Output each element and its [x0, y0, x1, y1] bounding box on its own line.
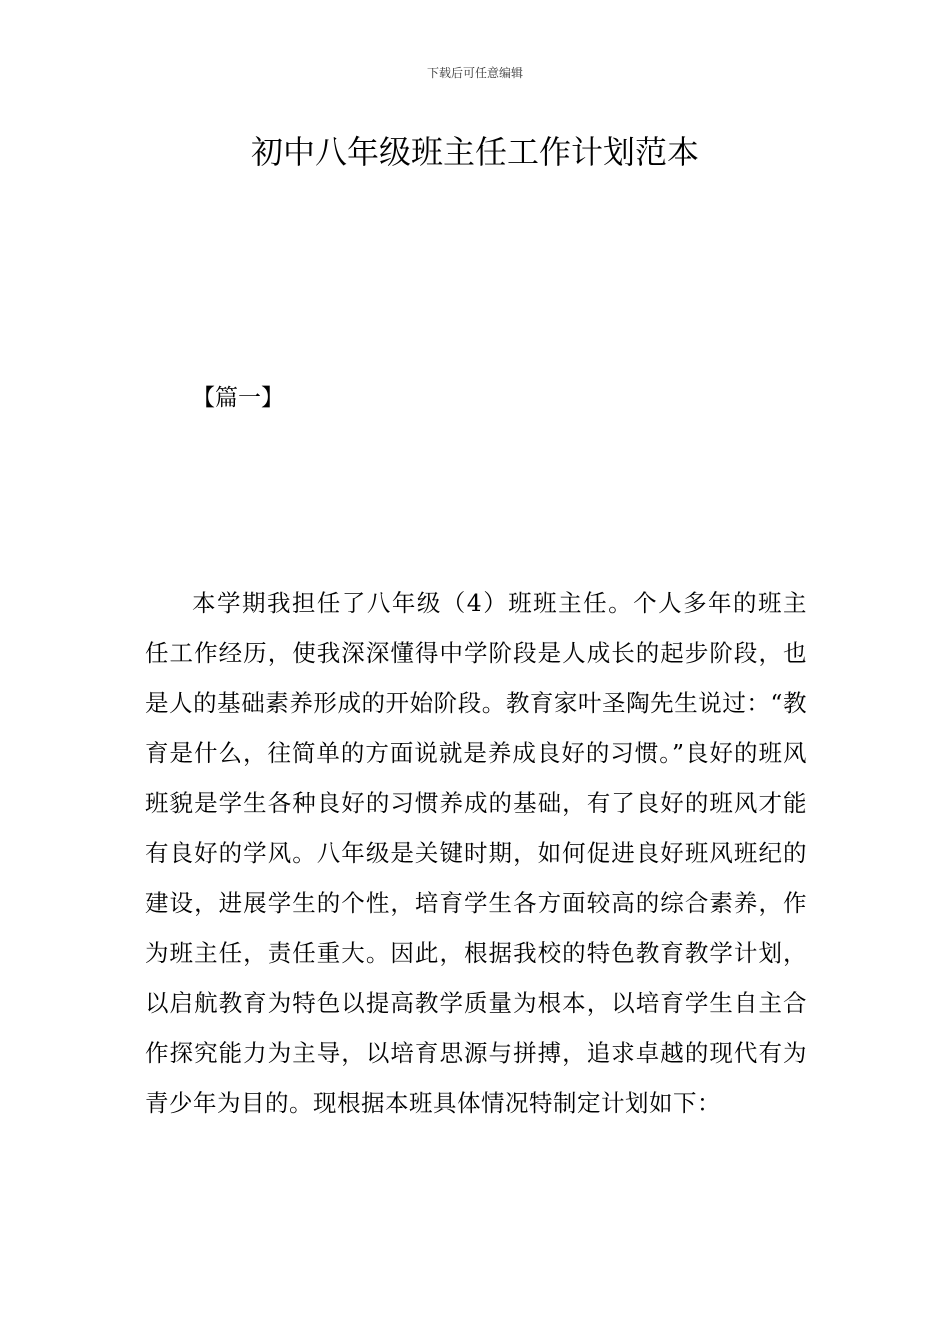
header-note: 下载后可任意编辑: [426, 66, 523, 80]
document-title: 初中八年级班主任工作计划范本: [250, 133, 699, 171]
body-paragraph: 本学期我担任了八年级（4）班班主任。个人多年的班主任工作经历，使我深深懂得中学阶段是人成长的起步阶段，也是人的基础素养形成的开始阶段。教育家叶圣陶先生说过：“教育是什么，往简单的方面说就是养成良好的习惯。”良好的班风班貌是学生各种良好的习惯养成的基础，有了良好的班风才能有良好的学风。八年级是关键时期，如何促进良好班风班纪的建设，进展学生的个性，培育学生各方面较高的综合素养，作为班主任，责任重大。因此，根据我校的特色教育教学计划，以启航教育为特色以提高教学质量为根本，以培育学生自主合作探究能力为主导，以培育思源与拼搏，追求卓越的现代有为青少年为目的。现根据本班具体情况特制定计划如下：: [145, 589, 807, 1117]
section-label: 【篇一】: [192, 385, 284, 411]
